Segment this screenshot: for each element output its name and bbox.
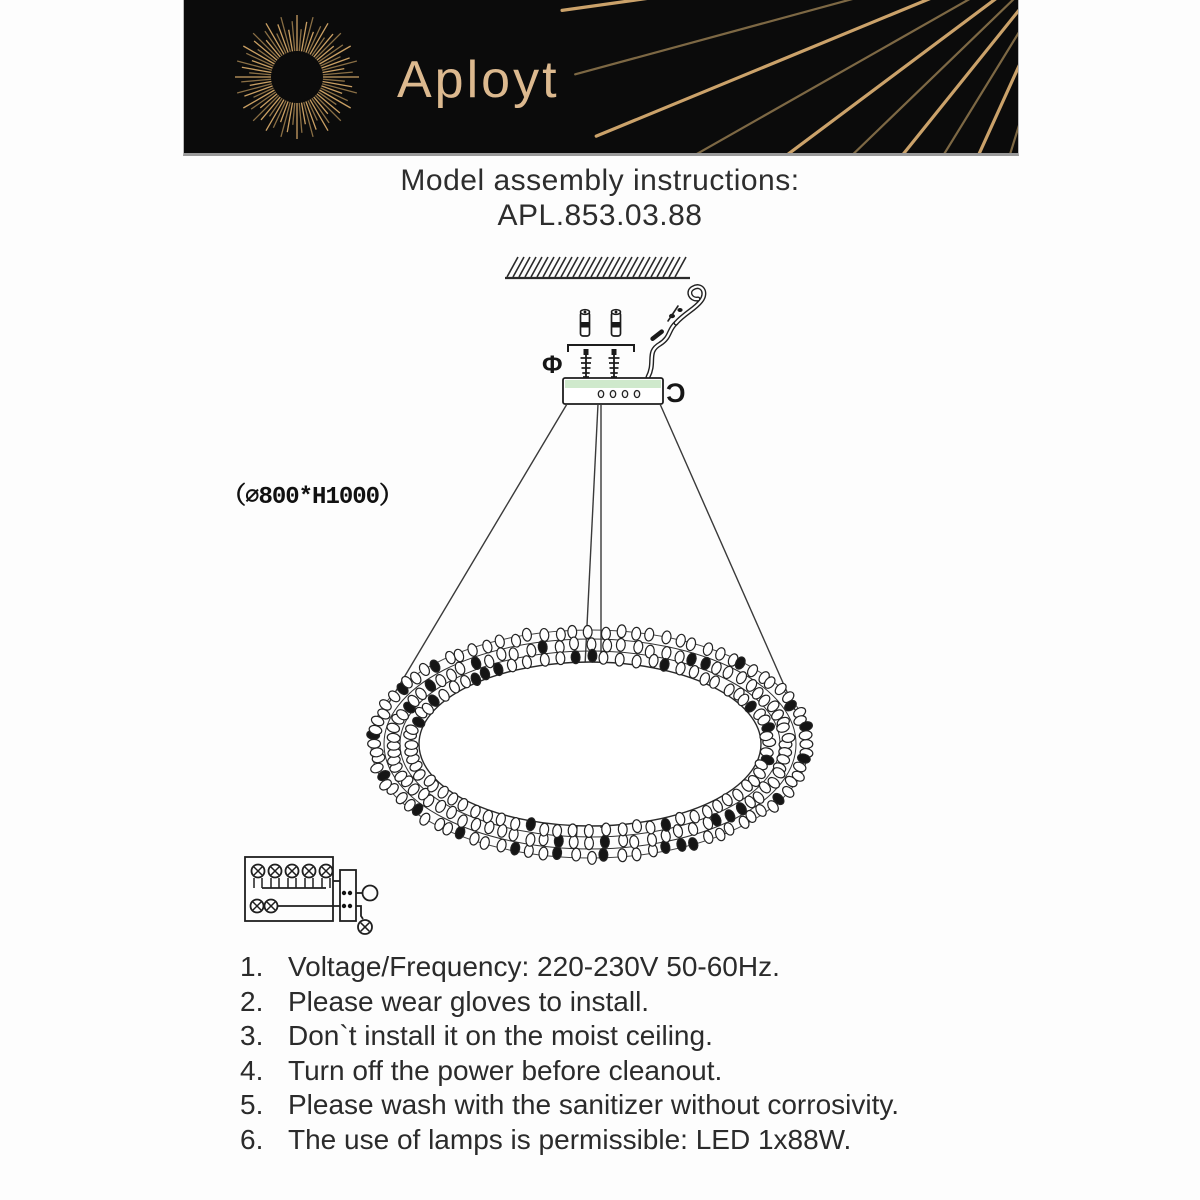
- instruction-number: 4.: [240, 1054, 264, 1086]
- ceiling-hatch: [505, 257, 690, 278]
- instruction-item: [240, 1088, 1060, 1123]
- instruction-item: [240, 1123, 1060, 1158]
- instruction-number: 3.: [240, 1020, 264, 1052]
- wall-anchor-icons: [581, 310, 621, 336]
- wiring-diagram: [245, 857, 378, 934]
- instruction-item: [240, 950, 1060, 985]
- instruction-number: 1.: [240, 951, 264, 982]
- instruction-text: Please wash with the sanitizer without corrosivity.: [288, 1089, 900, 1121]
- terminal-screws: [252, 865, 333, 889]
- dimension-label: （∅800*H1000）: [222, 484, 403, 511]
- crystal-ring: [366, 625, 813, 865]
- earth-screw: [358, 920, 372, 934]
- instruction-number: 2.: [240, 985, 264, 1017]
- instruction-text: Don`t install it on the moist ceiling.: [288, 1020, 713, 1052]
- page-title: Model assembly instructions:: [400, 164, 800, 197]
- instruction-text: The use of lamps is permissible: LED 1x88W.: [288, 1123, 852, 1155]
- rotate-symbol: Ɔ: [666, 378, 686, 408]
- model-number: APL.853.03.88: [497, 199, 703, 233]
- instruction-text: Turn off the power before cleanout.: [288, 1054, 723, 1086]
- power-cable: [648, 287, 704, 377]
- instruction-number: 5.: [240, 1089, 264, 1121]
- instruction-text: Voltage/Frequency: 220-230V 50-60Hz.: [288, 951, 780, 982]
- connector-block: [340, 870, 356, 921]
- instruction-number: 6.: [240, 1123, 264, 1155]
- instruction-text: Please wear gloves to install.: [288, 985, 650, 1017]
- instruction-item: [240, 1019, 1060, 1054]
- brand-wordmark: Aployt: [397, 51, 560, 109]
- ground-screws: [251, 900, 278, 913]
- lamp-symbol: [363, 886, 378, 901]
- instruction-item: [240, 985, 1060, 1020]
- instruction-item: [240, 1054, 1060, 1089]
- instruction-list: [240, 950, 1060, 1158]
- canopy-plate: [563, 378, 663, 404]
- phi-rotation-symbol: Φ: [542, 351, 563, 379]
- anchor-bracket: [568, 345, 634, 352]
